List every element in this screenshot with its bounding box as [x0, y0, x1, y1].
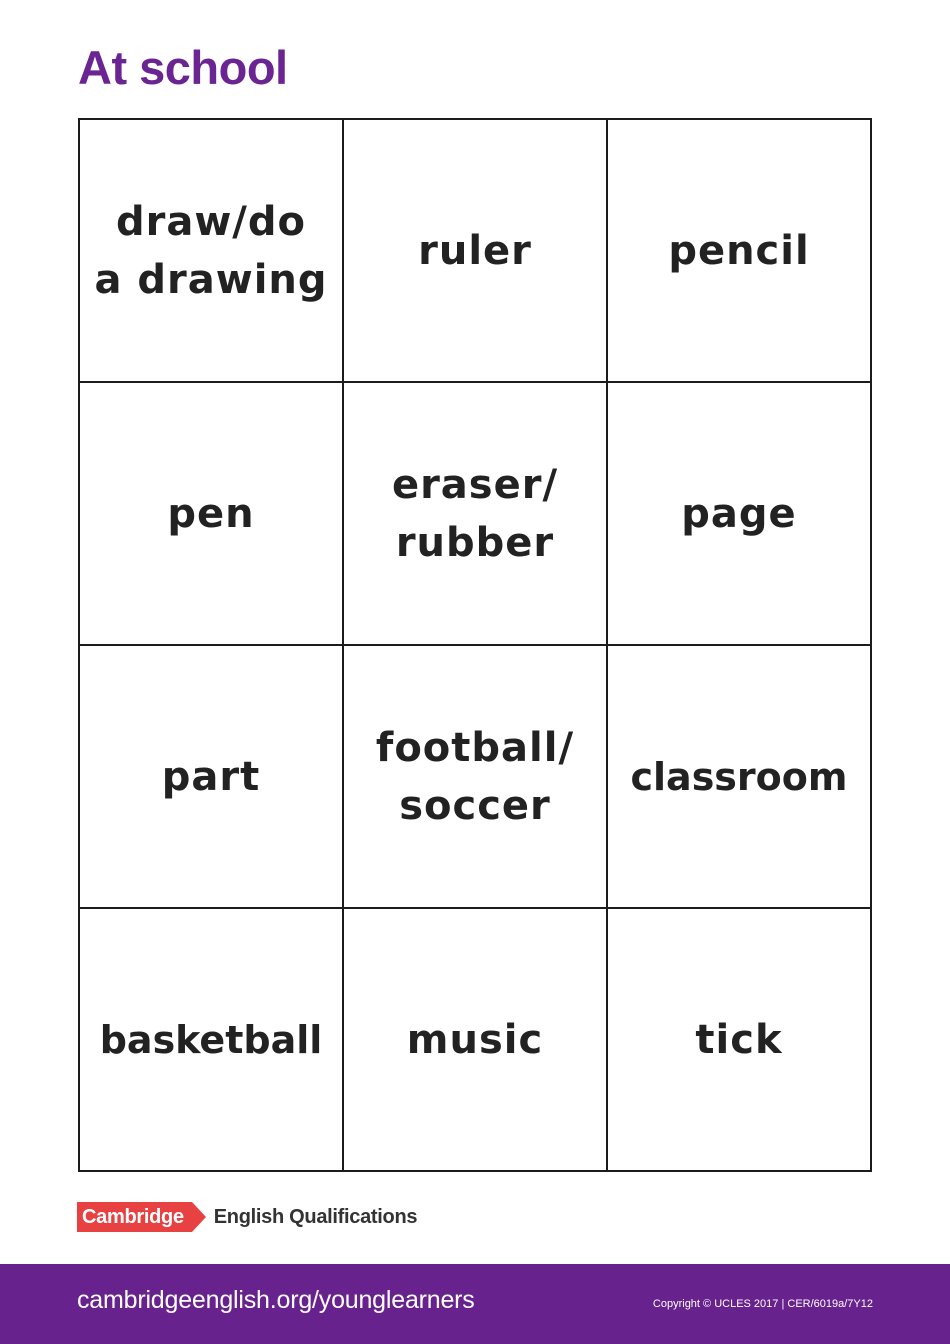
word-card-text: classroom — [630, 754, 848, 799]
word-card — [608, 120, 872, 383]
word-card-text: ruler — [418, 227, 532, 274]
word-card-text: football/ soccer — [375, 724, 575, 829]
word-card-text: basketball — [99, 1017, 323, 1062]
word-card — [344, 383, 608, 646]
word-card-text: pencil — [668, 227, 810, 274]
word-card-text: page — [681, 490, 797, 537]
copyright-text: Copyright © UCLES 2017 | CER/6019a/7Y12 — [652, 1298, 873, 1310]
word-card — [608, 646, 872, 909]
word-card — [344, 646, 608, 909]
word-card — [80, 646, 344, 909]
word-card — [80, 120, 344, 383]
cambridge-logo — [77, 1202, 417, 1232]
word-card — [80, 383, 344, 646]
page-title: At school — [78, 41, 288, 94]
logo-text: English Qualifications — [213, 1205, 418, 1228]
word-card — [608, 383, 872, 646]
word-card-grid — [78, 118, 872, 1172]
word-card — [608, 909, 872, 1172]
word-card-text: tick — [695, 1016, 783, 1063]
word-card-text: part — [161, 753, 261, 800]
arrow-icon — [192, 1202, 206, 1232]
logo-badge: Cambridge — [77, 1202, 192, 1232]
footer-url-link[interactable]: cambridgeenglish.org/younglearners — [77, 1286, 475, 1314]
word-card-text: draw/do a drawing — [94, 198, 328, 303]
word-card-text: pen — [167, 490, 255, 537]
word-card-text: music — [406, 1016, 544, 1063]
word-card-text: eraser/ rubber — [391, 461, 559, 566]
footer-bar — [0, 1264, 950, 1344]
word-card — [80, 909, 344, 1172]
word-card — [344, 120, 608, 383]
word-card — [344, 909, 608, 1172]
